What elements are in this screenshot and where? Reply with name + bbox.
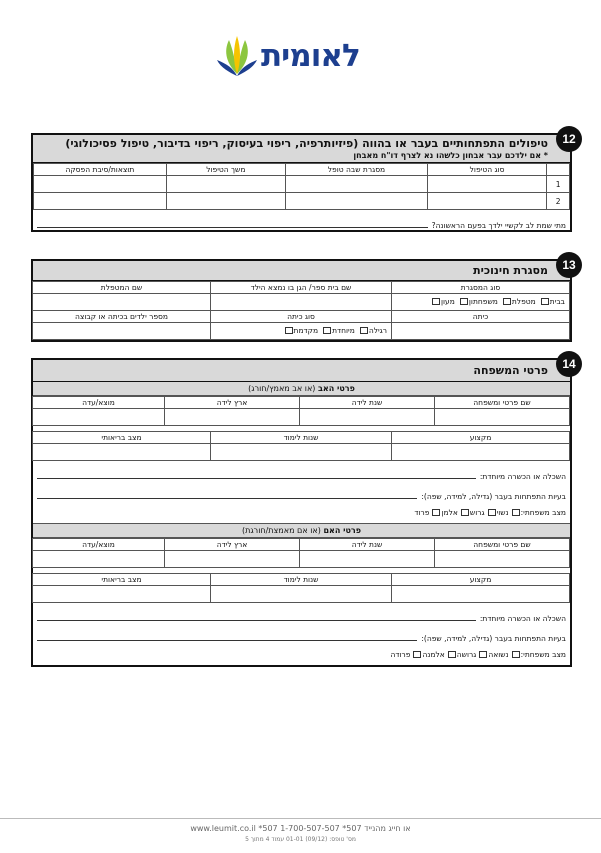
children-count-field[interactable]: [33, 323, 211, 340]
father-birth-country-field[interactable]: [165, 409, 300, 426]
checkbox[interactable]: [488, 509, 496, 516]
option-divorced[interactable]: גרוש: [470, 508, 497, 517]
checkbox[interactable]: [541, 298, 549, 305]
lotus-logo-icon: [215, 34, 259, 78]
col-origin: מוצא/עדה: [33, 539, 165, 551]
section-13-header: [33, 258, 576, 281]
checkbox[interactable]: [460, 298, 468, 305]
mother-subheader: פרטי האם (או אם מאמצת/חורגת): [33, 523, 570, 538]
col-birth-country: ארץ לידה: [165, 539, 300, 551]
treatment-type-field[interactable]: [427, 176, 546, 193]
col-full-name: שם פרטי ומשפחה: [435, 397, 570, 409]
checkbox[interactable]: [512, 509, 520, 516]
mother-study-years-field[interactable]: [211, 586, 392, 603]
school-name-field[interactable]: [211, 294, 392, 311]
mother-table-2: [32, 573, 570, 603]
treatment-frame-field[interactable]: [285, 176, 427, 193]
treatment-duration-field[interactable]: [166, 193, 285, 210]
first-noticed-label: מתי שמת לב לקשיי ילדך בפעם הראשונה?: [431, 221, 566, 230]
checkbox[interactable]: [461, 509, 469, 516]
col-treatment-duration: משך הטיפול: [166, 164, 285, 176]
option-married[interactable]: נשוי: [497, 508, 521, 517]
marital-label: מצב משפחתי:: [520, 507, 566, 517]
father-subheader: פרטי האב (או אב מאמץ/חורג): [33, 382, 570, 396]
mother-name-field[interactable]: [435, 551, 570, 568]
option-divorced[interactable]: גרושה: [457, 650, 489, 659]
checkbox[interactable]: [503, 298, 511, 305]
col-children-count: מספר ילדים בכיתה או קבוצה: [33, 311, 211, 323]
mother-origin-field[interactable]: [33, 551, 165, 568]
class-type-options: [211, 323, 392, 340]
option-separated[interactable]: פרוד: [414, 508, 441, 517]
father-origin-field[interactable]: [33, 409, 165, 426]
marital-label: מצב משפחתי:: [520, 649, 566, 659]
father-education-row: [33, 461, 570, 481]
treatment-result-field[interactable]: [34, 176, 167, 193]
mother-profession-field[interactable]: [392, 586, 570, 603]
section-12-treatments: [31, 132, 576, 232]
col-treatment-frame: מסגרת שבה טופל: [285, 164, 427, 176]
option-widowed[interactable]: אלמנה: [422, 650, 456, 659]
checkbox[interactable]: [323, 327, 331, 334]
option-nanny[interactable]: מטפלת: [500, 297, 536, 306]
option-separated[interactable]: פרודה: [390, 650, 422, 659]
option-family-daycare[interactable]: משפחתון: [457, 297, 498, 306]
option-daycare[interactable]: מעון: [429, 297, 455, 306]
col-health: מצב בריאותי: [33, 432, 211, 444]
mother-education-field[interactable]: [37, 620, 476, 621]
treatment-result-field[interactable]: [34, 193, 167, 210]
father-profession-field[interactable]: [392, 444, 570, 461]
mother-health-field[interactable]: [33, 586, 211, 603]
dev-issues-label: בעיות התפתחות בעבר (גדילה, למידה, שפה):: [421, 492, 566, 501]
father-dev-row: [33, 481, 570, 501]
father-dev-field[interactable]: [37, 498, 417, 499]
footer-form-number: מס' טופס: (09/12) 01-01 עמוד 4 מתוך 5: [245, 836, 356, 843]
checkbox[interactable]: [448, 651, 456, 658]
education-label: השכלה או הכשרה מיוחדת:: [479, 614, 566, 623]
footer-divider: [0, 818, 601, 819]
father-health-field[interactable]: [33, 444, 211, 461]
col-origin: מוצא/עדה: [33, 397, 165, 409]
mother-dev-row: [33, 623, 570, 643]
mother-education-row: [33, 603, 570, 623]
mother-dev-field[interactable]: [37, 640, 417, 641]
mother-table-1: [32, 538, 570, 568]
treatment-type-field[interactable]: [427, 193, 546, 210]
col-profession: מקצוע: [392, 432, 570, 444]
frame-type-options: [392, 294, 570, 311]
father-education-field[interactable]: [37, 478, 476, 479]
section-number-badge: 13: [556, 252, 582, 278]
checkbox[interactable]: [512, 651, 520, 658]
checkbox[interactable]: [413, 651, 421, 658]
section-12-header: [33, 132, 576, 163]
treatment-duration-field[interactable]: [166, 176, 285, 193]
mother-birth-country-field[interactable]: [165, 551, 300, 568]
class-field[interactable]: [392, 323, 570, 340]
checkbox[interactable]: [479, 651, 487, 658]
col-treatment-result: תוצאות/סיבת הפסקה: [34, 164, 167, 176]
section-14-family: [31, 357, 576, 667]
education-table: [32, 281, 570, 340]
checkbox[interactable]: [360, 327, 368, 334]
col-birth-year: שנת לידה: [300, 397, 435, 409]
section-12-subtitle: * אם ילדכם עבר אבחון כלשהו נא לצרף דו"ח מאבחן: [353, 151, 548, 160]
father-study-years-field[interactable]: [211, 444, 392, 461]
row-number: 1: [547, 176, 570, 193]
checkbox[interactable]: [432, 298, 440, 305]
treatment-frame-field[interactable]: [285, 193, 427, 210]
option-special[interactable]: מיוחדת: [320, 326, 355, 335]
section-13-title: מסגרת חינוכית: [473, 264, 548, 277]
father-name-field[interactable]: [435, 409, 570, 426]
mother-marital-row: [33, 643, 570, 665]
col-teacher-name: שם המטפלת: [33, 282, 211, 294]
checkbox[interactable]: [432, 509, 440, 516]
col-birth-country: ארץ לידה: [165, 397, 300, 409]
option-home[interactable]: בבית: [538, 297, 565, 306]
leumit-logo: [215, 34, 385, 80]
section-number-badge: 12: [556, 126, 582, 152]
footer-contact: www.leumit.co.il *507 או חייג מהנייד 507* 1-700-507-507: [190, 824, 411, 833]
col-profession: מקצוע: [392, 574, 570, 586]
education-label: השכלה או הכשרה מיוחדת:: [479, 472, 566, 481]
col-study-years: שנות לימוד: [211, 432, 392, 444]
dev-issues-label: בעיות התפתחות בעבר (גדילה, למידה, שפה):: [421, 634, 566, 643]
option-regular[interactable]: רגילה: [357, 326, 387, 335]
col-frame-type: סוג המסגרת: [392, 282, 570, 294]
col-health: מצב בריאותי: [33, 574, 211, 586]
father-table-2: [32, 431, 570, 461]
col-study-years: שנות לימוד: [211, 574, 392, 586]
section-13-education: [31, 258, 576, 342]
section-number-badge: 14: [556, 351, 582, 377]
father-marital-row: [33, 501, 570, 523]
father-birth-year-field[interactable]: [300, 409, 435, 426]
option-widowed[interactable]: אלמן: [441, 508, 469, 517]
col-treatment-type: סוג הטיפול: [427, 164, 546, 176]
col-full-name: שם פרטי ומשפחה: [435, 539, 570, 551]
first-noticed-row: [33, 210, 570, 230]
section-14-header: [33, 357, 576, 382]
mother-birth-year-field[interactable]: [300, 551, 435, 568]
option-married[interactable]: נשואה: [488, 650, 520, 659]
treatments-table: [33, 163, 570, 210]
col-birth-year: שנת לידה: [300, 539, 435, 551]
section-12-title: טיפולים התפתחותיים בעבר או בהווה (פיזיותרפיה, ריפוי בעיסוק, ריפוי בדיבור, טיפול פסיכולוגי): [65, 137, 548, 150]
col-class-type: סוג כיתה: [211, 311, 392, 323]
section-14-title: פרטי המשפחה: [473, 364, 548, 377]
option-advancing[interactable]: מקדמת: [282, 326, 319, 335]
father-table-1: [32, 396, 570, 426]
col-school-name: שם בית ספר/ הגן בו נמצא הילד: [211, 282, 392, 294]
logo-text: לאומית: [261, 38, 360, 74]
row-number: 2: [547, 193, 570, 210]
teacher-name-field[interactable]: [33, 294, 211, 311]
col-class: כיתה: [392, 311, 570, 323]
checkbox[interactable]: [285, 327, 293, 334]
first-noticed-field[interactable]: [37, 227, 428, 228]
